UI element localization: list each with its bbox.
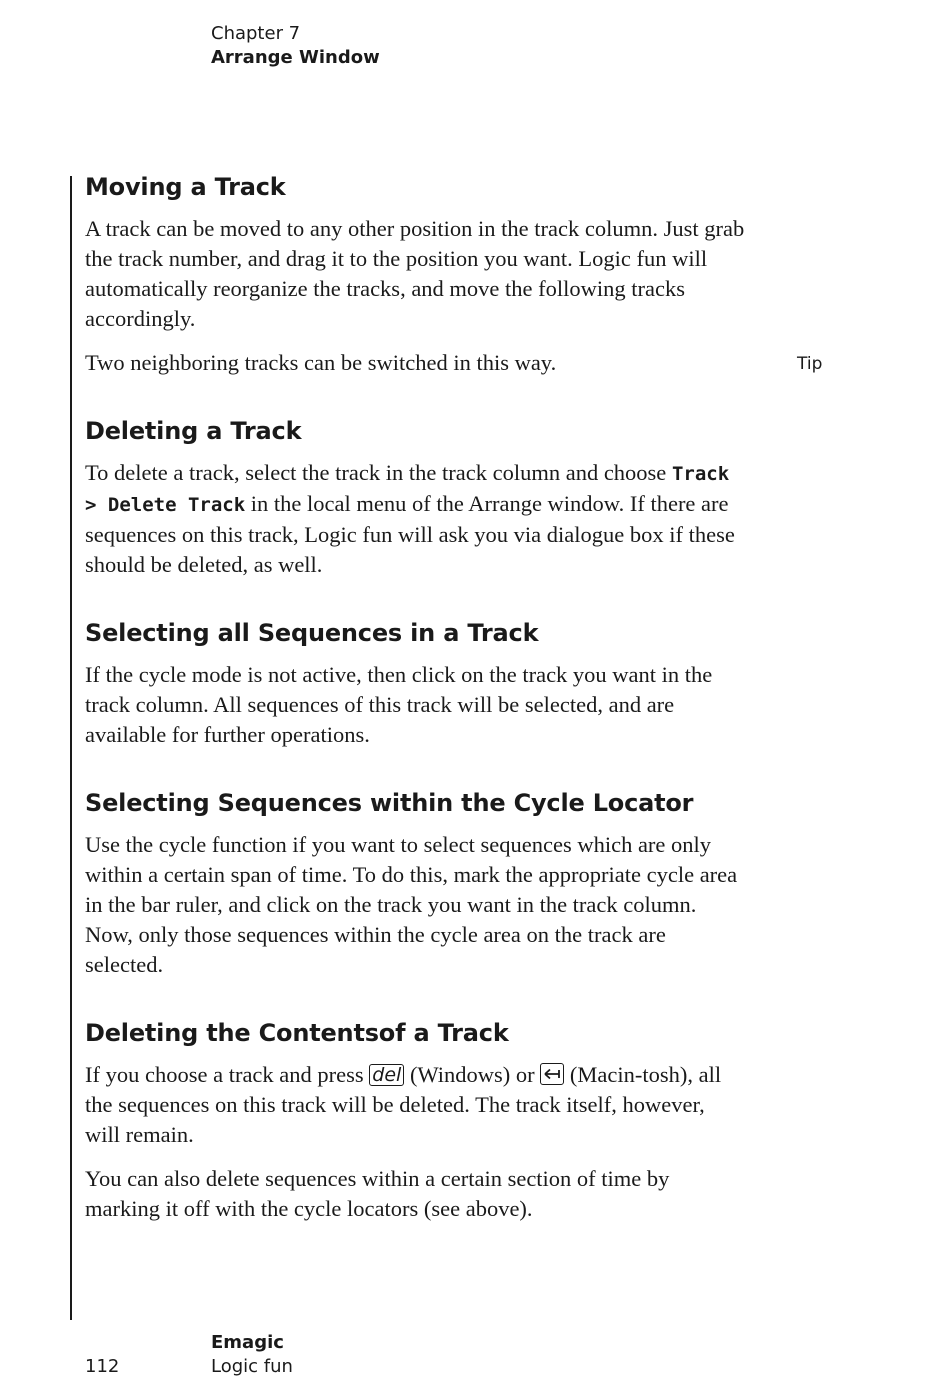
- page-number: 112: [85, 1356, 120, 1377]
- section-heading: Deleting a Track: [85, 417, 302, 445]
- margin-note-tip: Tip: [797, 354, 823, 374]
- paragraph: [85, 458, 745, 580]
- section-deleting-contents: [85, 1016, 745, 1224]
- del-key-icon: del: [369, 1064, 404, 1086]
- menu-path: Track > Delete Track: [85, 463, 730, 516]
- paragraph: A track can be moved to any other position in the track column. Just grab the track number, and drag it to the position you want. Logic fun will automatically reorganize the tracks, and move the following tracks accordingly.: [85, 216, 745, 331]
- text-run: To delete a track, select the track in the track column and choose: [85, 460, 672, 485]
- chapter-title: Arrange Window: [211, 47, 380, 68]
- paragraph: Use the cycle function if you want to select sequences which are only within a certain span of time. To do this, mark the appropriate cycle area in the bar ruler, and click on the track you want in the track column. Now, only those sequences within the cycle area on the track are selected.: [85, 832, 738, 977]
- section-heading: Deleting the Contentsof a Track: [85, 1019, 509, 1047]
- section-selecting-cycle-locator: [85, 786, 745, 980]
- section-heading: Moving a Track: [85, 173, 286, 201]
- margin-rule: [70, 176, 72, 1320]
- paragraph: Two neighboring tracks can be switched in this way.: [85, 350, 557, 375]
- footer-company: Emagic: [211, 1332, 284, 1353]
- chapter-number: Chapter 7: [211, 23, 301, 44]
- section-heading: Selecting all Sequences in a Track: [85, 619, 539, 647]
- paragraph: You can also delete sequences within a certain section of time by marking it off with the cycle locators (see above).: [85, 1166, 670, 1221]
- text-run: (Macin-tosh), all the sequences on this track will be deleted. The track itself, however, will remain.: [85, 1062, 722, 1147]
- page-content: [85, 170, 745, 1260]
- text-run: (Windows) or: [404, 1062, 541, 1087]
- paragraph: [85, 1060, 745, 1150]
- text-run: in the local menu of the Arrange window. If there are sequences on this track, Logic fun will ask you via dialogue box if these should be deleted, as well.: [85, 491, 735, 577]
- paragraph: If the cycle mode is not active, then click on the track you want in the track column. All sequences of this track will be selected, and are available for further operations.: [85, 662, 713, 747]
- backspace-arrow-icon: [540, 1063, 564, 1085]
- running-header: [211, 22, 380, 70]
- text-run: If you choose a track and press: [85, 1062, 370, 1087]
- section-selecting-all-sequences: [85, 616, 745, 750]
- section-heading: Selecting Sequences within the Cycle Locator: [85, 789, 694, 817]
- footer-product: Logic fun: [211, 1356, 293, 1377]
- section-deleting-track: [85, 414, 745, 580]
- section-moving-track: [85, 170, 745, 378]
- footer-brand: [211, 1331, 293, 1379]
